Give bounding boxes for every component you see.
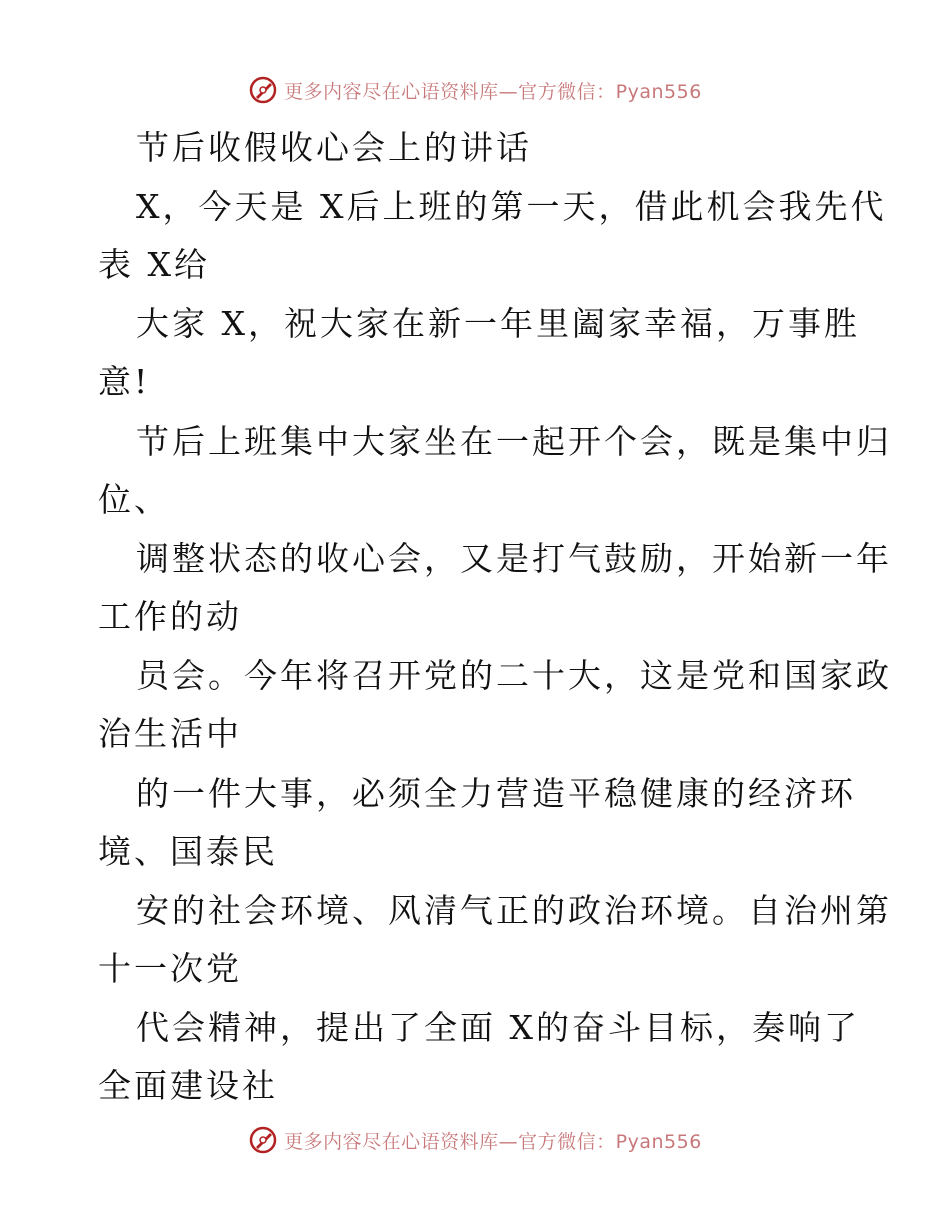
- paragraph-line: 工作的动: [98, 597, 242, 636]
- paragraph-line: 意!: [98, 362, 151, 401]
- paragraph-line: X，今天是 X后上班的第一天，借此机会我先代: [136, 187, 887, 226]
- footer-banner: [0, 1120, 950, 1160]
- paragraph-line: 表 X给: [98, 245, 210, 284]
- paragraph-line: 十一次党: [98, 949, 242, 988]
- quill-seal-icon: [248, 75, 278, 105]
- footer-banner-text: 更多内容尽在心语资料库—官方微信：Pyan556: [284, 1130, 702, 1153]
- paragraph-line: 节后上班集中大家坐在一起开个会，既是集中归: [136, 422, 892, 461]
- paragraph-line: 员会。今年将召开党的二十大，这是党和国家政: [136, 656, 892, 695]
- paragraph-line: 的一件大事，必须全力营造平稳健康的经济环: [136, 774, 856, 813]
- paragraph-line: 调整状态的收心会，又是打气鼓励，开始新一年: [136, 539, 892, 578]
- paragraph-line: 大家 X，祝大家在新一年里阖家幸福，万事胜: [136, 304, 860, 343]
- header-banner-text: 更多内容尽在心语资料库—官方微信：Pyan556: [284, 80, 702, 103]
- paragraph-line: 治生活中: [98, 714, 242, 753]
- quill-seal-icon: [248, 1125, 278, 1155]
- paragraph-line: 代会精神，提出了全面 X的奋斗目标，奏响了: [136, 1008, 860, 1047]
- paragraph-line: 位、: [98, 480, 170, 519]
- document-title: 节后收假收心会上的讲话: [136, 128, 532, 167]
- paragraph-line: 安的社会环境、风清气正的政治环境。自治州第: [136, 891, 892, 930]
- paragraph-line: 全面建设社: [98, 1066, 278, 1105]
- header-banner: [0, 70, 950, 110]
- paragraph-line: 境、国泰民: [98, 832, 278, 871]
